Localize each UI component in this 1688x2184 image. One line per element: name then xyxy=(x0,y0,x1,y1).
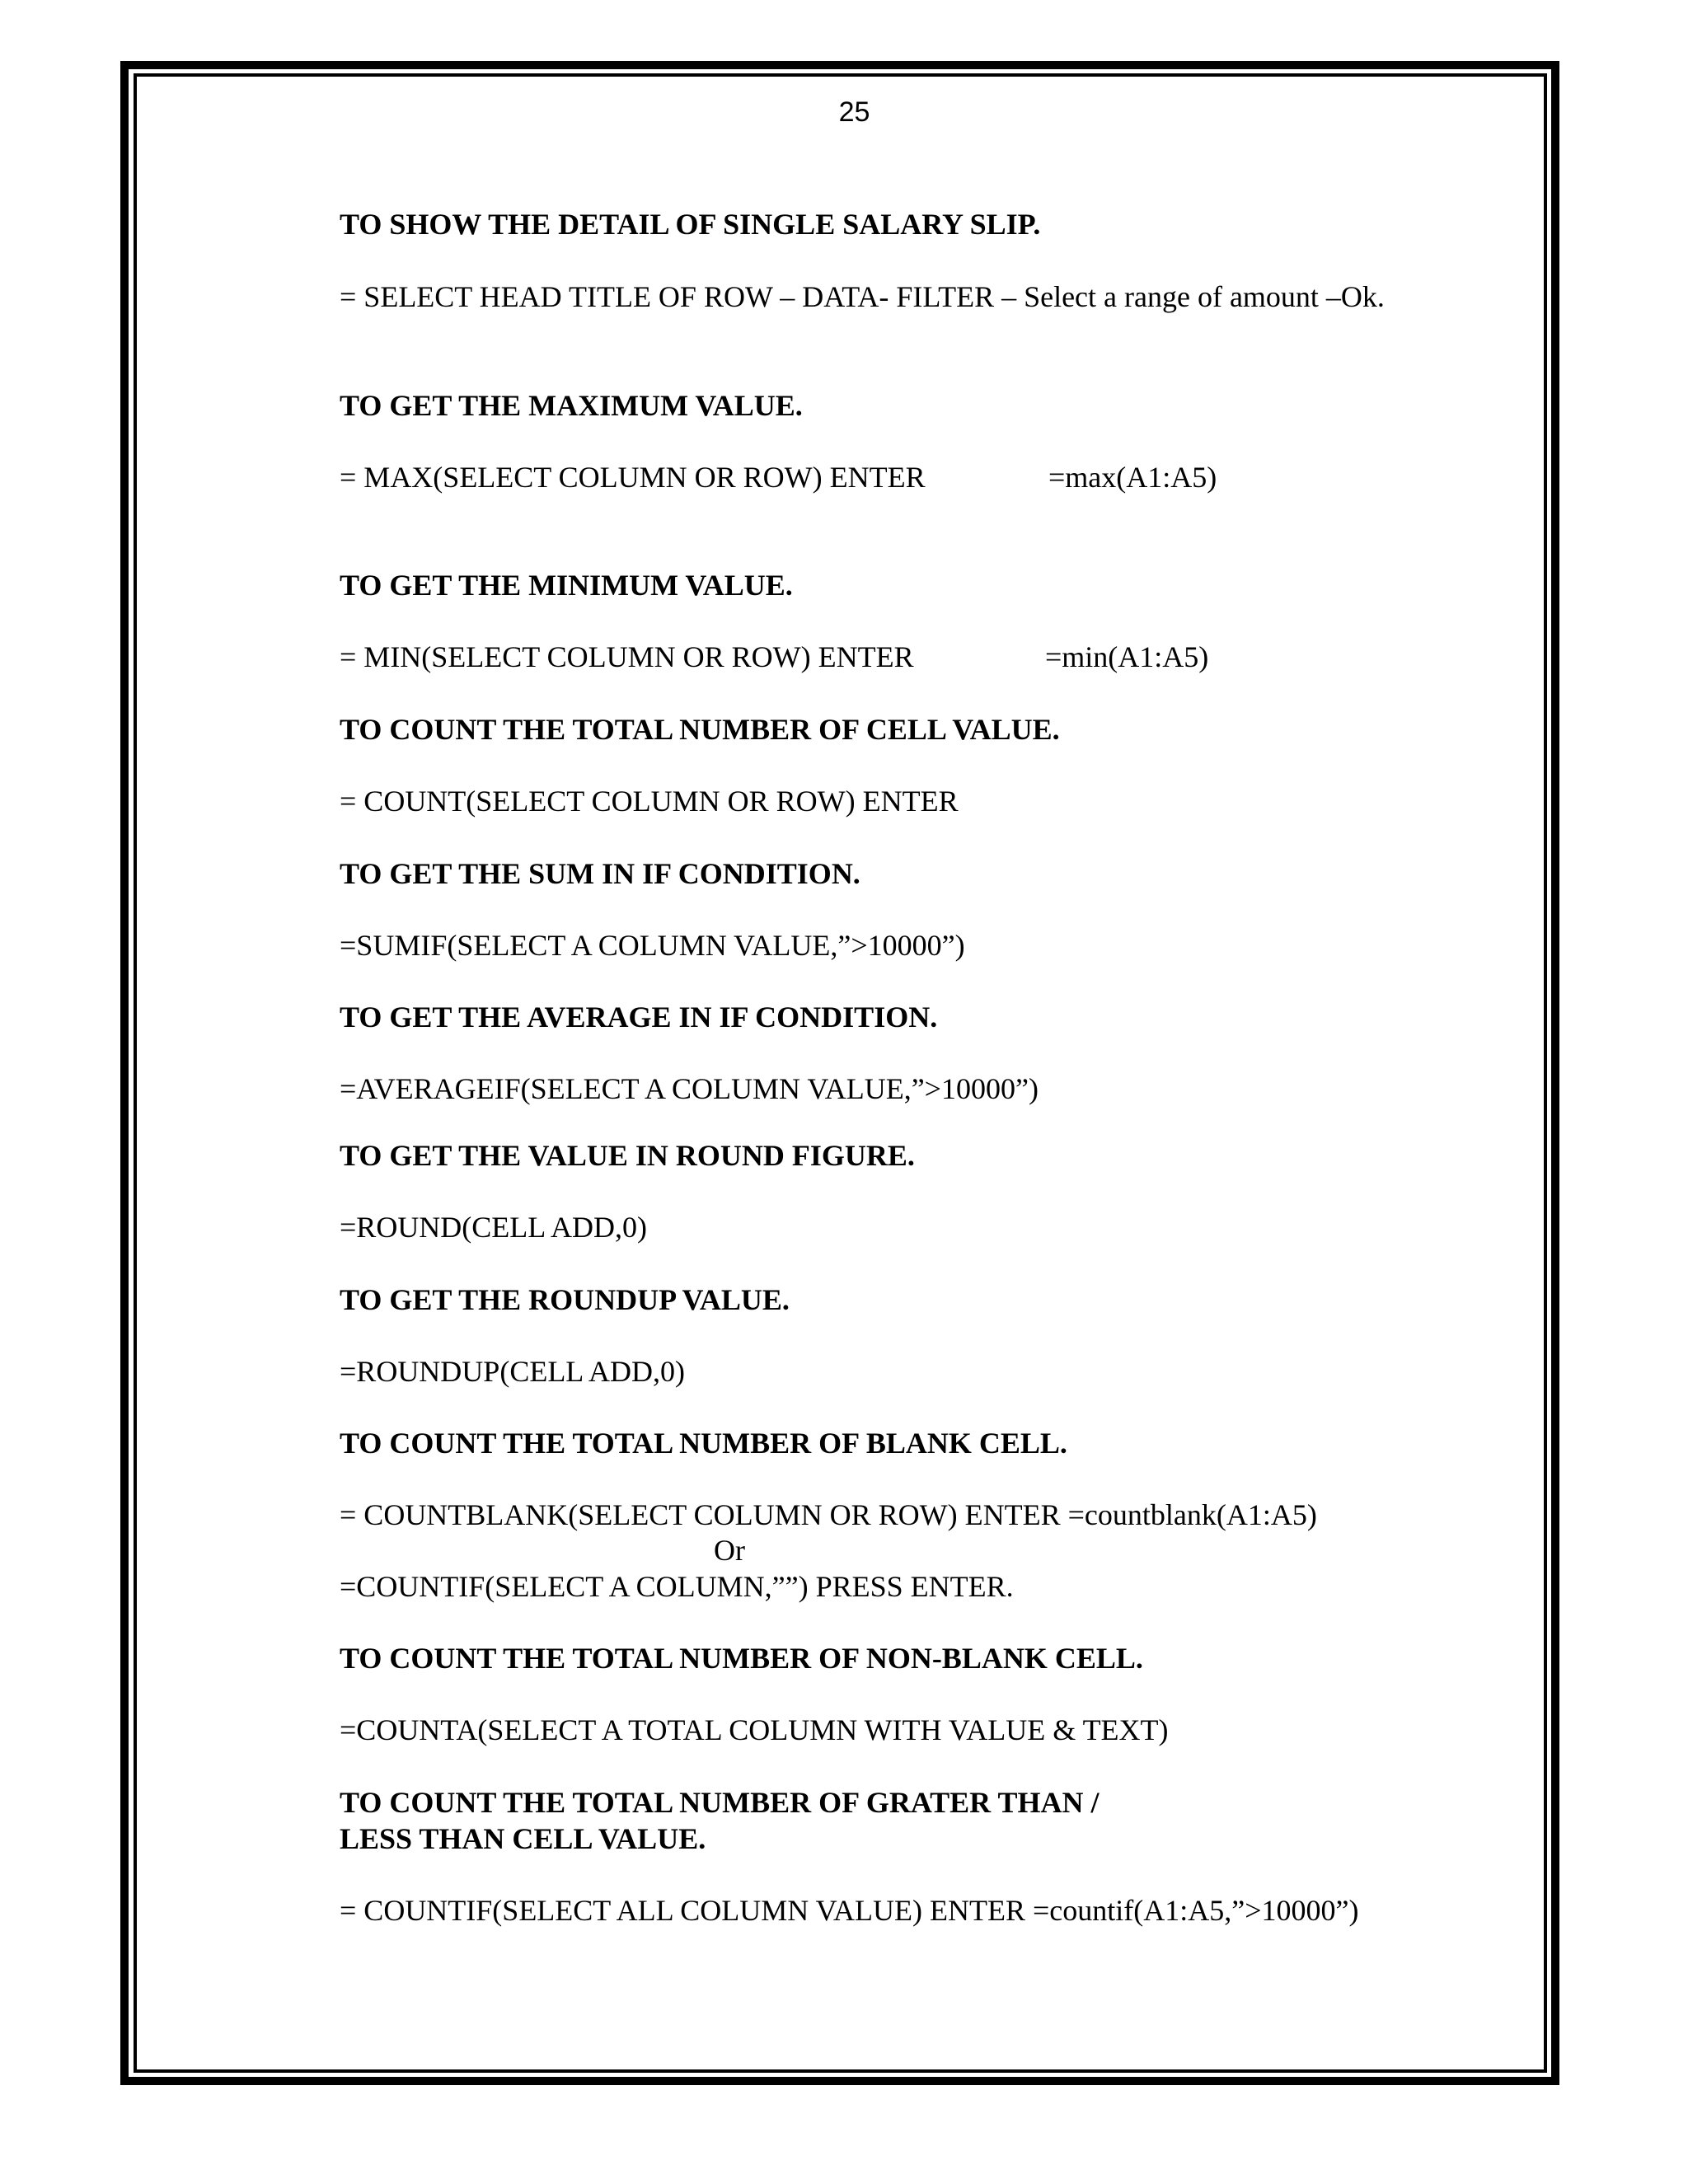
heading-countif-line2: LESS THAN CELL VALUE. xyxy=(340,1822,706,1855)
page-number: 25 xyxy=(838,96,870,128)
text-sumif: =SUMIF(SELECT A COLUMN VALUE,”>10000”) xyxy=(340,929,965,962)
text-salary-slip: = SELECT HEAD TITLE OF ROW – DATA- FILTER – Select a range of amount –Ok. xyxy=(340,280,1385,313)
heading-counta: TO COUNT THE TOTAL NUMBER OF NON-BLANK CELL. xyxy=(340,1642,1143,1675)
example-maximum: =max(A1:A5) xyxy=(1048,461,1217,494)
heading-round: TO GET THE VALUE IN ROUND FIGURE. xyxy=(340,1139,915,1172)
heading-countif-line1: TO COUNT THE TOTAL NUMBER OF GRATER THAN / xyxy=(340,1786,1100,1819)
text-minimum: = MIN(SELECT COLUMN OR ROW) ENTER xyxy=(340,640,914,673)
text-round: =ROUND(CELL ADD,0) xyxy=(340,1211,647,1244)
heading-salary-slip: TO SHOW THE DETAIL OF SINGLE SALARY SLIP. xyxy=(340,208,1041,241)
heading-sumif: TO GET THE SUM IN IF CONDITION. xyxy=(340,857,860,890)
heading-countblank: TO COUNT THE TOTAL NUMBER OF BLANK CELL. xyxy=(340,1427,1067,1460)
text-countblank: = COUNTBLANK(SELECT COLUMN OR ROW) ENTER =countblank(A1:A5) xyxy=(340,1498,1317,1531)
text-averageif: =AVERAGEIF(SELECT A COLUMN VALUE,”>10000”) xyxy=(340,1072,1039,1105)
text-roundup: =ROUNDUP(CELL ADD,0) xyxy=(340,1355,685,1388)
heading-maximum: TO GET THE MAXIMUM VALUE. xyxy=(340,389,803,422)
or-separator: Or xyxy=(714,1534,745,1567)
heading-averageif: TO GET THE AVERAGE IN IF CONDITION. xyxy=(340,1001,938,1033)
text-count: = COUNT(SELECT COLUMN OR ROW) ENTER xyxy=(340,785,959,818)
heading-roundup: TO GET THE ROUNDUP VALUE. xyxy=(340,1283,790,1316)
heading-count: TO COUNT THE TOTAL NUMBER OF CELL VALUE. xyxy=(340,713,1060,746)
example-minimum: =min(A1:A5) xyxy=(1045,640,1209,673)
text-maximum: = MAX(SELECT COLUMN OR ROW) ENTER xyxy=(340,461,926,494)
text-countif: = COUNTIF(SELECT ALL COLUMN VALUE) ENTER =countif(A1:A5,”>10000”) xyxy=(340,1894,1359,1927)
text-countblank-alt: =COUNTIF(SELECT A COLUMN,””) PRESS ENTER. xyxy=(340,1570,1014,1603)
heading-minimum: TO GET THE MINIMUM VALUE. xyxy=(340,569,793,602)
text-counta: =COUNTA(SELECT A TOTAL COLUMN WITH VALUE & TEXT) xyxy=(340,1713,1169,1746)
